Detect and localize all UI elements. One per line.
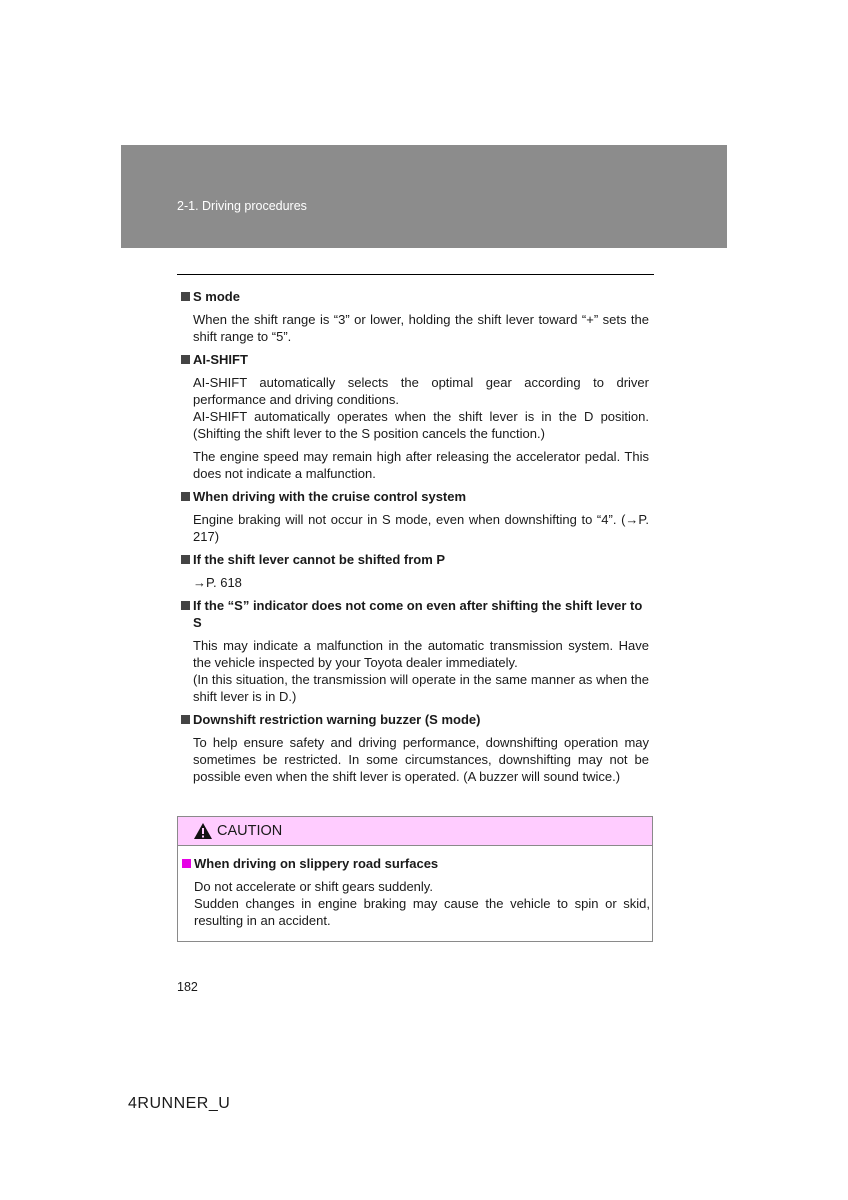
bullet-square-icon bbox=[181, 292, 190, 301]
caution-header bbox=[178, 817, 652, 846]
item-ai-shift bbox=[181, 351, 649, 482]
item-heading: AI-SHIFT bbox=[193, 352, 248, 367]
caution-body bbox=[178, 846, 650, 929]
bullet-square-icon bbox=[181, 555, 190, 564]
caution-heading: When driving on slippery road surfaces bbox=[194, 856, 439, 871]
item-heading: If the “S” indicator does not come on even after shifting the shift lever to S bbox=[193, 598, 643, 630]
item-paragraph: This may indicate a malfunction in the automatic transmission system. Have the vehicle inspected by your Toyota dealer immediately. (In this situation, the transmission will operate in the same manner as when the shift lever is in D.) bbox=[193, 638, 649, 704]
item-s-mode bbox=[181, 288, 649, 345]
section-title: 2-1. Driving procedures bbox=[177, 199, 307, 213]
bullet-square-icon bbox=[181, 355, 190, 364]
item-downshift-buzzer bbox=[181, 711, 649, 785]
item-paragraph: Engine braking will not occur in S mode, even when downshifting to “4”. (→P. 217) bbox=[193, 512, 649, 544]
item-s-indicator bbox=[181, 597, 649, 705]
bullet-square-icon bbox=[181, 601, 190, 610]
content bbox=[181, 288, 649, 791]
item-cannot-shift bbox=[181, 551, 649, 591]
bullet-square-icon bbox=[181, 492, 190, 501]
item-heading: Downshift restriction warning buzzer (S mode) bbox=[193, 712, 481, 727]
item-paragraph: When the shift range is “3” or lower, holding the shift lever toward “+” sets the shift range to “5”. bbox=[193, 312, 649, 344]
item-heading: When driving with the cruise control system bbox=[193, 489, 467, 504]
item-paragraph: To help ensure safety and driving performance, downshifting operation may sometimes be restricted. In some circumstances, downshifting may not be possible even when the shift lever is operated. (A buzzer will sound twice.) bbox=[193, 735, 649, 784]
top-rule bbox=[177, 274, 654, 275]
caution-box bbox=[177, 816, 653, 942]
item-heading: If the shift lever cannot be shifted from P bbox=[193, 552, 446, 567]
caution-title: CAUTION bbox=[217, 823, 283, 839]
caution-bullet-square-icon bbox=[182, 859, 191, 868]
footer-model-code: 4RUNNER_U bbox=[128, 1095, 231, 1112]
item-paragraph: The engine speed may remain high after releasing the accelerator pedal. This does not indicate a malfunction. bbox=[193, 449, 649, 481]
item-cruise-control bbox=[181, 488, 649, 545]
header-band bbox=[121, 145, 727, 248]
bullet-square-icon bbox=[181, 715, 190, 724]
warning-triangle-icon bbox=[193, 822, 213, 840]
item-paragraph: AI-SHIFT automatically selects the optimal gear according to driver performance and driving conditions. AI-SHIFT automatically operates when the shift lever is in the D position. (Shifting the shift lever to the S position cancels the function.) bbox=[193, 375, 649, 441]
item-heading: S mode bbox=[193, 289, 240, 304]
page-reference-link[interactable]: →P. 618 bbox=[193, 575, 242, 590]
caution-text: Do not accelerate or shift gears suddenly. Sudden changes in engine braking may cause the vehicle to spin or skid, resulting in an accident. bbox=[194, 879, 650, 928]
page-number: 182 bbox=[177, 980, 198, 994]
